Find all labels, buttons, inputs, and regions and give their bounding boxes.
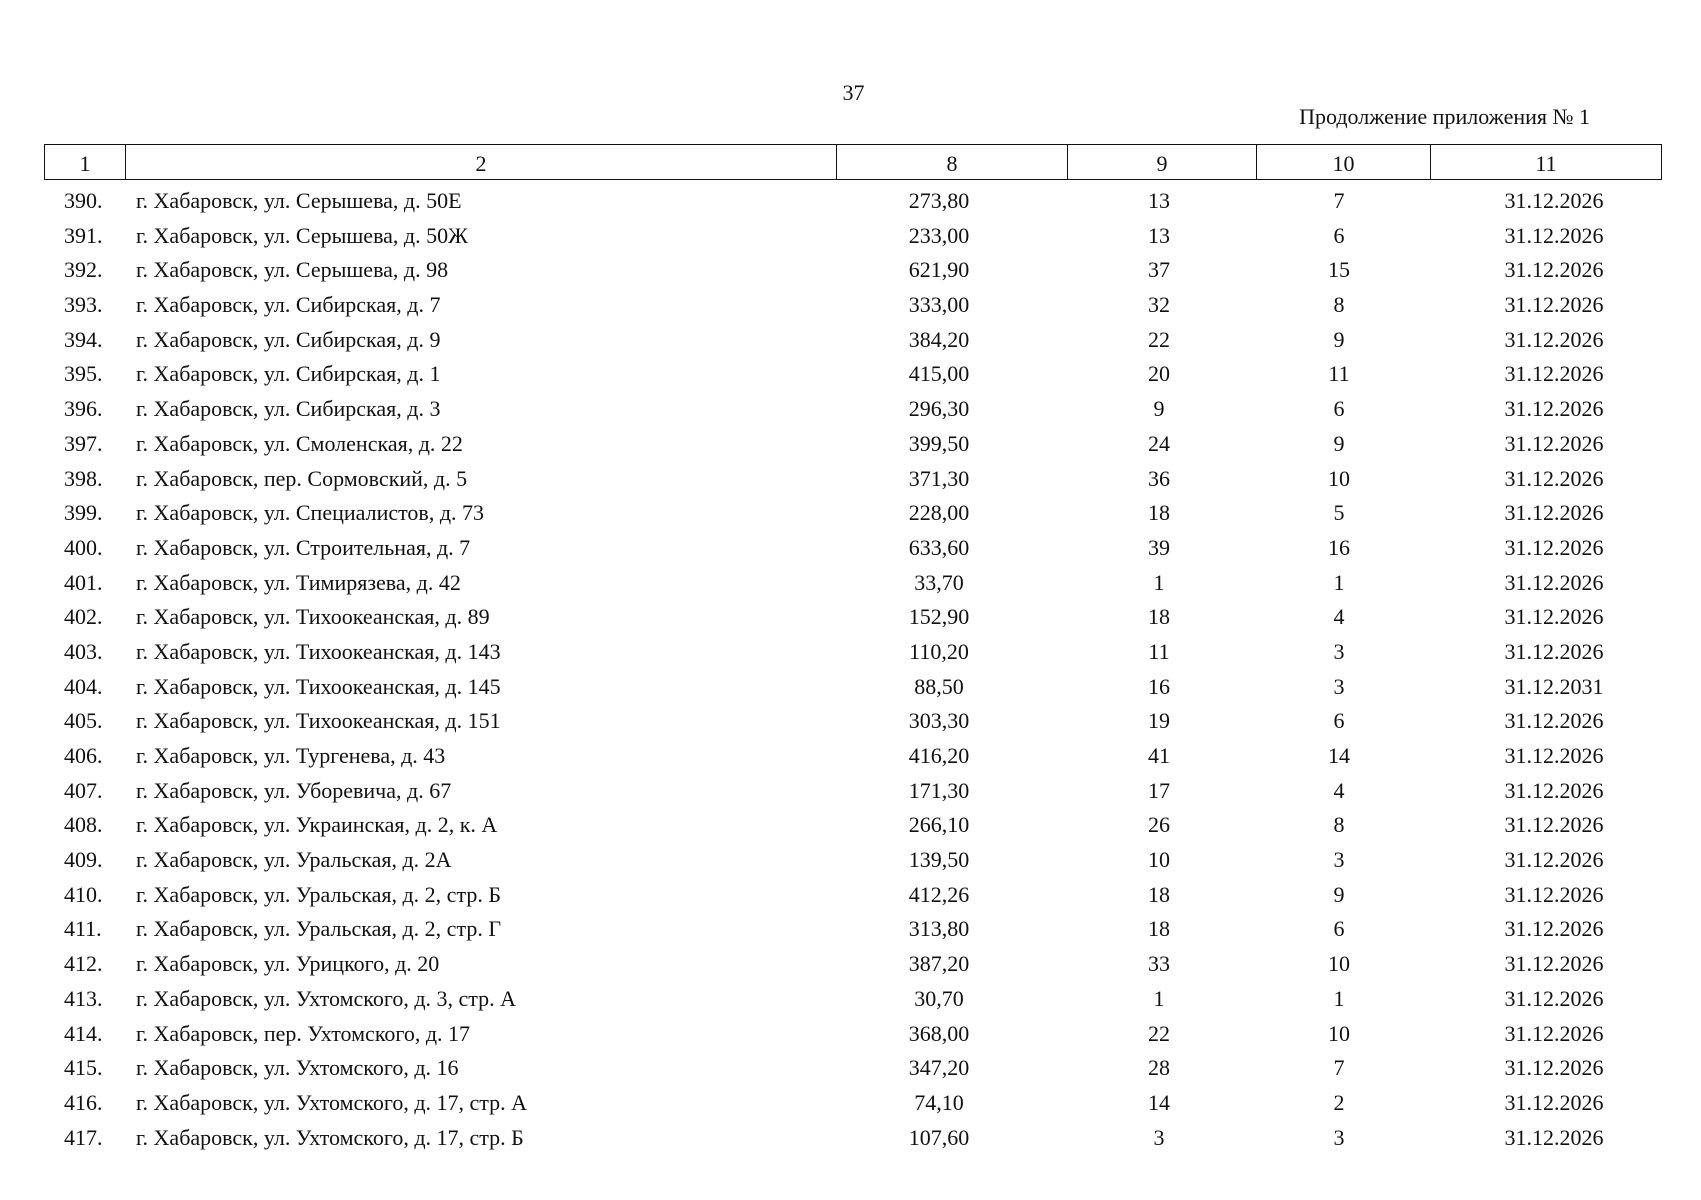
table-row — [44, 739, 1666, 774]
row-area: 313,80 — [908, 916, 970, 942]
row-number: 393. — [64, 292, 103, 318]
table-row — [44, 566, 1666, 601]
row-address: г. Хабаровск, ул. Серышева, д. 50Е — [136, 188, 462, 213]
row-column-10: 6 — [1333, 916, 1345, 942]
row-column-10: 3 — [1333, 673, 1345, 699]
row-area: 371,30 — [908, 465, 970, 491]
row-number: 400. — [64, 534, 103, 560]
row-date: 31.12.2026 — [1504, 326, 1604, 352]
row-date: 31.12.2026 — [1504, 500, 1604, 526]
table-row — [44, 912, 1666, 947]
row-column-9: 36 — [1148, 465, 1170, 491]
row-column-10: 8 — [1333, 812, 1345, 838]
row-column-10: 5 — [1333, 500, 1345, 526]
table-row — [44, 462, 1666, 497]
row-area: 33,70 — [914, 569, 964, 595]
row-column-9: 22 — [1148, 1020, 1170, 1046]
row-number: 402. — [64, 604, 103, 630]
row-column-9: 1 — [1153, 985, 1165, 1011]
row-column-10: 2 — [1333, 1089, 1345, 1115]
row-number: 405. — [64, 708, 103, 734]
table-row — [44, 496, 1666, 531]
column-header-8: 8 — [837, 145, 1068, 180]
row-date: 31.12.2026 — [1504, 1020, 1604, 1046]
table-row — [44, 600, 1666, 635]
row-address: г. Хабаровск, ул. Специалистов, д. 73 — [136, 500, 485, 526]
row-number: 391. — [64, 222, 103, 248]
table-body — [44, 184, 1666, 1155]
row-column-10: 14 — [1328, 743, 1350, 768]
row-address: г. Хабаровск, ул. Сибирская, д. 3 — [136, 396, 441, 422]
table-row — [44, 392, 1666, 427]
row-area: 273,80 — [908, 188, 970, 213]
row-column-10: 10 — [1328, 1020, 1350, 1046]
row-address: г. Хабаровск, ул. Тихоокеанская, д. 89 — [136, 604, 490, 630]
row-number: 415. — [64, 1055, 103, 1081]
table-row — [44, 982, 1666, 1017]
row-date: 31.12.2026 — [1504, 222, 1604, 248]
table-row — [44, 288, 1666, 323]
row-number: 396. — [64, 396, 103, 422]
row-number: 392. — [64, 257, 103, 283]
row-date: 31.12.2026 — [1504, 1055, 1604, 1081]
row-number: 410. — [64, 881, 103, 907]
row-column-9: 19 — [1148, 708, 1170, 734]
row-number: 390. — [64, 188, 103, 213]
row-column-10: 9 — [1333, 326, 1345, 352]
row-area: 399,50 — [908, 430, 970, 456]
row-address: г. Хабаровск, ул. Ухтомского, д. 17, стр. А — [136, 1089, 528, 1115]
row-column-9: 37 — [1148, 257, 1170, 283]
column-header-2: 2 — [126, 145, 837, 180]
column-header-row — [45, 145, 1662, 180]
table-row — [44, 878, 1666, 913]
table-row — [44, 357, 1666, 392]
row-area: 266,10 — [908, 812, 970, 838]
row-address: г. Хабаровск, ул. Тихоокеанская, д. 145 — [136, 673, 501, 699]
table-row — [44, 531, 1666, 566]
row-address: г. Хабаровск, ул. Серышева, д. 50Ж — [136, 222, 468, 248]
row-column-9: 18 — [1148, 500, 1170, 526]
row-column-9: 13 — [1148, 188, 1170, 213]
row-date: 31.12.2026 — [1504, 777, 1604, 803]
table-row — [44, 704, 1666, 739]
row-address: г. Хабаровск, ул. Ухтомского, д. 17, стр. Б — [136, 1124, 524, 1150]
row-column-10: 9 — [1333, 881, 1345, 907]
row-area: 333,00 — [908, 292, 970, 318]
table-row — [44, 427, 1666, 462]
row-column-9: 33 — [1148, 951, 1170, 977]
row-date: 31.12.2026 — [1504, 257, 1604, 283]
table-row — [44, 1017, 1666, 1052]
row-date: 31.12.2026 — [1504, 396, 1604, 422]
column-header-table — [44, 144, 1662, 180]
row-column-9: 10 — [1148, 847, 1170, 873]
table-row — [44, 670, 1666, 705]
row-address: г. Хабаровск, ул. Уборевича, д. 67 — [136, 777, 452, 803]
row-area: 74,10 — [914, 1089, 964, 1115]
table-row — [44, 323, 1666, 358]
row-column-9: 26 — [1148, 812, 1170, 838]
row-date: 31.12.2026 — [1504, 1124, 1604, 1150]
row-date: 31.12.2026 — [1504, 292, 1604, 318]
row-column-10: 9 — [1333, 430, 1345, 456]
row-address: г. Хабаровск, ул. Сибирская, д. 7 — [136, 292, 441, 318]
row-column-9: 14 — [1148, 1089, 1170, 1115]
row-date: 31.12.2026 — [1504, 708, 1604, 734]
row-address: г. Хабаровск, ул. Сибирская, д. 1 — [136, 361, 441, 387]
row-column-10: 6 — [1333, 708, 1345, 734]
row-date: 31.12.2031 — [1504, 673, 1604, 699]
row-address: г. Хабаровск, ул. Уральская, д. 2А — [136, 847, 452, 873]
row-column-9: 1 — [1153, 569, 1165, 595]
row-column-9: 11 — [1148, 638, 1170, 664]
row-column-9: 22 — [1148, 326, 1170, 352]
row-column-9: 9 — [1153, 396, 1165, 422]
table-row — [44, 947, 1666, 982]
row-column-9: 32 — [1148, 292, 1170, 318]
row-address: г. Хабаровск, ул. Урицкого, д. 20 — [136, 951, 440, 977]
row-address: г. Хабаровск, ул. Ухтомского, д. 16 — [136, 1055, 459, 1081]
row-address: г. Хабаровск, ул. Уральская, д. 2, стр. Г — [136, 916, 502, 942]
row-date: 31.12.2026 — [1504, 465, 1604, 491]
row-address: г. Хабаровск, ул. Тихоокеанская, д. 143 — [136, 638, 501, 664]
row-date: 31.12.2026 — [1504, 985, 1604, 1011]
row-number: 412. — [64, 951, 103, 977]
table-row — [44, 635, 1666, 670]
continuation-note: Продолжение приложения № 1 — [1299, 104, 1590, 129]
row-column-10: 10 — [1328, 465, 1350, 491]
row-area: 110,20 — [909, 638, 969, 664]
row-date: 31.12.2026 — [1504, 569, 1604, 595]
row-number: 416. — [64, 1089, 103, 1115]
row-number: 394. — [64, 326, 103, 352]
row-column-9: 41 — [1148, 743, 1170, 768]
table-row — [44, 219, 1666, 254]
row-number: 397. — [64, 430, 103, 456]
row-column-10: 7 — [1333, 188, 1345, 213]
row-column-9: 39 — [1148, 534, 1170, 560]
table-row — [44, 184, 1666, 219]
row-number: 411. — [64, 916, 102, 942]
row-column-9: 28 — [1148, 1055, 1170, 1081]
row-number: 408. — [64, 812, 103, 838]
row-column-10: 1 — [1333, 569, 1345, 595]
row-address: г. Хабаровск, ул. Строительная, д. 7 — [136, 534, 471, 560]
row-date: 31.12.2026 — [1504, 951, 1604, 977]
row-area: 416,20 — [908, 743, 970, 768]
row-column-9: 18 — [1148, 881, 1170, 907]
row-column-10: 4 — [1333, 604, 1345, 630]
column-header-9: 9 — [1068, 145, 1257, 180]
row-address: г. Хабаровск, ул. Украинская, д. 2, к. А — [136, 812, 498, 838]
row-area: 633,60 — [908, 534, 970, 560]
row-number: 414. — [64, 1020, 103, 1046]
row-address: г. Хабаровск, ул. Тихоокеанская, д. 151 — [136, 708, 501, 734]
row-column-10: 15 — [1328, 257, 1350, 283]
row-column-10: 8 — [1333, 292, 1345, 318]
table-row — [44, 1086, 1666, 1121]
column-header-10: 10 — [1257, 145, 1431, 180]
row-address: г. Хабаровск, пер. Ухтомского, д. 17 — [136, 1020, 471, 1046]
row-number: 409. — [64, 847, 103, 873]
row-number: 413. — [64, 985, 103, 1011]
row-address: г. Хабаровск, ул. Тургенева, д. 43 — [136, 743, 446, 768]
table-row — [44, 1121, 1666, 1156]
row-column-10: 6 — [1333, 396, 1345, 422]
row-column-9: 18 — [1148, 916, 1170, 942]
row-area: 368,00 — [908, 1020, 970, 1046]
row-number: 395. — [64, 361, 103, 387]
row-area: 387,20 — [908, 951, 970, 977]
row-date: 31.12.2026 — [1504, 743, 1604, 768]
row-area: 621,90 — [908, 257, 970, 283]
page-number-text: 37 — [842, 80, 865, 105]
row-address: г. Хабаровск, ул. Уральская, д. 2, стр. Б — [136, 881, 501, 907]
row-area: 233,00 — [908, 222, 970, 248]
row-area: 384,20 — [908, 326, 970, 352]
row-date: 31.12.2026 — [1504, 916, 1604, 942]
column-header-11: 11 — [1431, 145, 1662, 180]
column-header-1: 1 — [45, 145, 126, 180]
row-area: 30,70 — [914, 985, 964, 1011]
row-area: 347,20 — [908, 1055, 970, 1081]
row-number: 403. — [64, 638, 103, 664]
row-column-10: 7 — [1333, 1055, 1345, 1081]
table-row — [44, 253, 1666, 288]
row-area: 139,50 — [908, 847, 970, 873]
row-column-10: 10 — [1328, 951, 1350, 977]
row-column-9: 17 — [1148, 777, 1170, 803]
row-area: 152,90 — [908, 604, 970, 630]
table-row — [44, 1051, 1666, 1086]
row-column-10: 3 — [1333, 638, 1345, 664]
page-number — [0, 80, 1701, 106]
row-column-10: 16 — [1328, 534, 1350, 560]
row-date: 31.12.2026 — [1504, 188, 1604, 213]
row-column-10: 11 — [1328, 361, 1350, 387]
table-row — [44, 808, 1666, 843]
row-date: 31.12.2026 — [1504, 812, 1604, 838]
row-column-9: 20 — [1148, 361, 1170, 387]
table-row — [44, 843, 1666, 878]
row-area: 415,00 — [908, 361, 970, 387]
row-date: 31.12.2026 — [1504, 604, 1604, 630]
row-number: 399. — [64, 500, 103, 526]
row-area: 303,30 — [908, 708, 970, 734]
row-column-10: 1 — [1333, 985, 1345, 1011]
row-address: г. Хабаровск, ул. Смоленская, д. 22 — [136, 430, 463, 456]
row-number: 407. — [64, 777, 103, 803]
row-number: 404. — [64, 673, 103, 699]
row-column-9: 24 — [1148, 430, 1170, 456]
row-area: 171,30 — [908, 777, 970, 803]
row-area: 107,60 — [908, 1124, 970, 1150]
row-address: г. Хабаровск, пер. Сормовский, д. 5 — [136, 465, 468, 491]
table-row — [44, 774, 1666, 809]
row-date: 31.12.2026 — [1504, 361, 1604, 387]
row-column-10: 3 — [1333, 1124, 1345, 1150]
row-date: 31.12.2026 — [1504, 881, 1604, 907]
row-number: 417. — [64, 1124, 103, 1150]
row-column-9: 18 — [1148, 604, 1170, 630]
row-area: 88,50 — [914, 673, 964, 699]
row-date: 31.12.2026 — [1504, 847, 1604, 873]
row-area: 296,30 — [908, 396, 970, 422]
row-address: г. Хабаровск, ул. Серышева, д. 98 — [136, 257, 449, 283]
row-column-10: 3 — [1333, 847, 1345, 873]
row-date: 31.12.2026 — [1504, 534, 1604, 560]
row-column-9: 16 — [1148, 673, 1170, 699]
row-column-9: 3 — [1153, 1124, 1165, 1150]
row-address: г. Хабаровск, ул. Тимирязева, д. 42 — [136, 569, 461, 595]
row-date: 31.12.2026 — [1504, 430, 1604, 456]
row-address: г. Хабаровск, ул. Ухтомского, д. 3, стр. А — [136, 985, 517, 1011]
row-date: 31.12.2026 — [1504, 1089, 1604, 1115]
row-number: 406. — [64, 743, 103, 768]
row-column-9: 13 — [1148, 222, 1170, 248]
row-area: 412,26 — [908, 881, 970, 907]
row-address: г. Хабаровск, ул. Сибирская, д. 9 — [136, 326, 441, 352]
row-area: 228,00 — [908, 500, 970, 526]
row-number: 401. — [64, 569, 103, 595]
row-column-10: 4 — [1333, 777, 1345, 803]
row-date: 31.12.2026 — [1504, 638, 1604, 664]
row-column-10: 6 — [1333, 222, 1345, 248]
row-number: 398. — [64, 465, 103, 491]
